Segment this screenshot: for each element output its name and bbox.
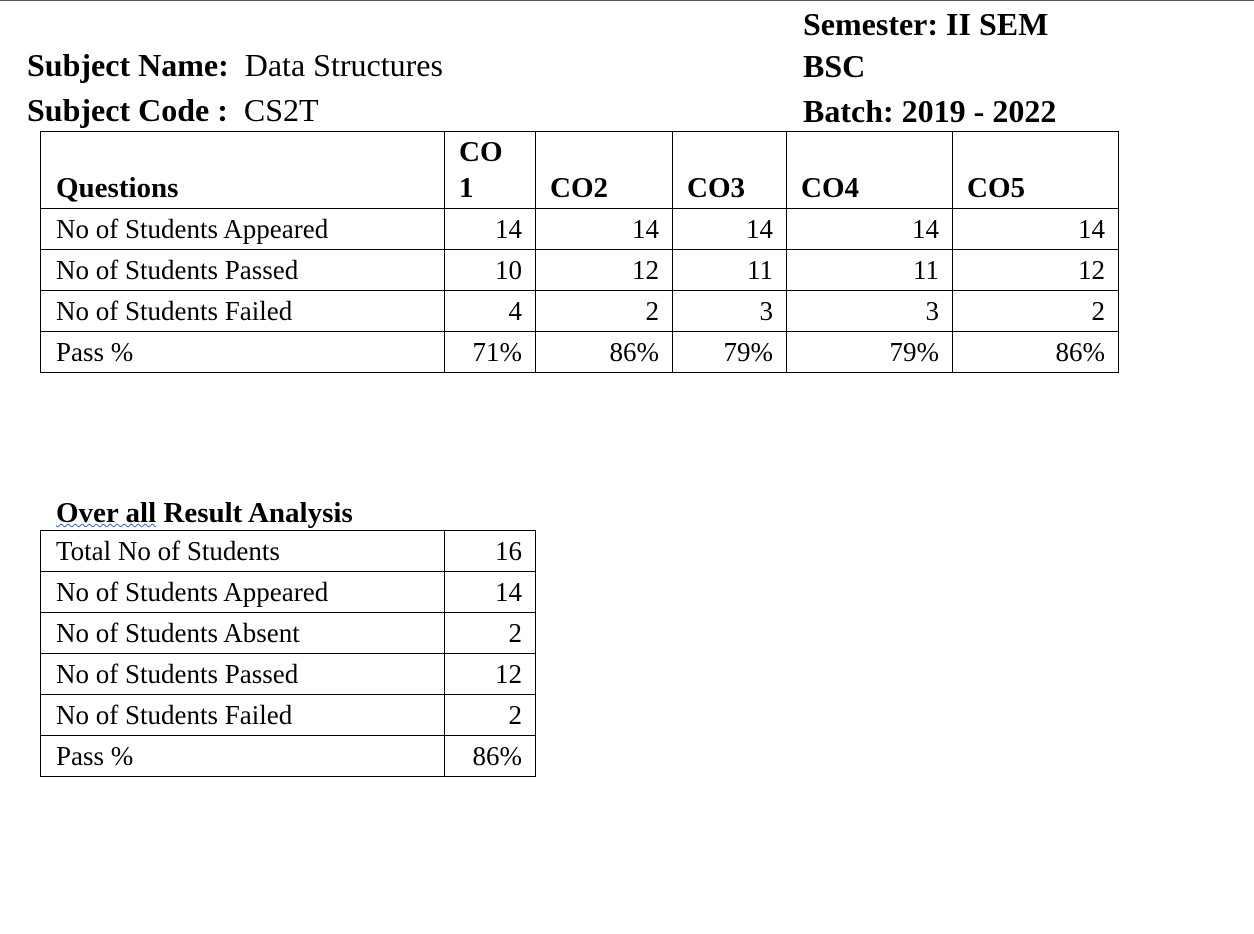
cell-value: 14 [445, 209, 536, 250]
table-row [41, 332, 1119, 373]
cell-value: 14 [445, 572, 536, 613]
top-border-line [0, 0, 1254, 1]
cell-value: 4 [445, 291, 536, 332]
cell-value: 2 [445, 695, 536, 736]
cell-value: 14 [953, 209, 1119, 250]
row-label: Total No of Students [41, 531, 445, 572]
program-label: BSC [803, 48, 866, 84]
row-label: Pass % [41, 736, 445, 777]
co-results-table [40, 131, 1119, 373]
row-label: No of Students Absent [41, 613, 445, 654]
cell-value: 16 [445, 531, 536, 572]
table-row [41, 291, 1119, 332]
table-row [41, 613, 536, 654]
co1-header-line2: 1 [459, 172, 474, 204]
cell-value: 3 [673, 291, 787, 332]
subject-code-value: CS2T [243, 92, 319, 128]
row-label: Pass % [41, 332, 445, 373]
cell-value: 14 [536, 209, 673, 250]
subject-code-label: Subject Code : [27, 92, 228, 128]
overall-analysis-title [56, 495, 353, 531]
row-label: No of Students Passed [41, 654, 445, 695]
table-row [41, 654, 536, 695]
table-row [41, 695, 536, 736]
overall-results-table [40, 530, 536, 777]
overall-title-part2: Result Analysis [156, 497, 353, 529]
table-row [41, 736, 536, 777]
cell-value: 12 [536, 250, 673, 291]
cell-value: 86% [536, 332, 673, 373]
cell-value: 2 [445, 613, 536, 654]
cell-value: 2 [953, 291, 1119, 332]
row-label: No of Students Failed [41, 695, 445, 736]
co2-header: CO2 [536, 132, 673, 209]
cell-value: 79% [787, 332, 953, 373]
cell-value: 11 [787, 250, 953, 291]
co4-header: CO4 [787, 132, 953, 209]
cell-value: 10 [445, 250, 536, 291]
row-label: No of Students Failed [41, 291, 445, 332]
subject-name-label: Subject Name: [27, 47, 229, 83]
row-label: No of Students Passed [41, 250, 445, 291]
row-label: No of Students Appeared [41, 209, 445, 250]
subject-name-line [27, 46, 443, 84]
table-row [41, 572, 536, 613]
table-row [41, 250, 1119, 291]
cell-value: 12 [953, 250, 1119, 291]
subject-code-line [27, 91, 319, 129]
co1-header [445, 132, 536, 209]
cell-value: 86% [953, 332, 1119, 373]
co-table-header-row [41, 132, 1119, 209]
cell-value: 86% [445, 736, 536, 777]
batch-label: Batch: 2019 - 2022 [803, 93, 1057, 129]
subject-name-value: Data Structures [244, 47, 443, 83]
table-row [41, 531, 536, 572]
cell-value: 11 [673, 250, 787, 291]
semester-label: Semester: II SEM [803, 6, 1049, 42]
table-row [41, 209, 1119, 250]
cell-value: 79% [673, 332, 787, 373]
questions-header: Questions [41, 132, 445, 209]
co5-header: CO5 [953, 132, 1119, 209]
cell-value: 3 [787, 291, 953, 332]
co3-header: CO3 [673, 132, 787, 209]
cell-value: 12 [445, 654, 536, 695]
co1-header-line1: CO [459, 136, 503, 168]
row-label: No of Students Appeared [41, 572, 445, 613]
cell-value: 14 [787, 209, 953, 250]
overall-title-part1: Over all [56, 497, 157, 529]
cell-value: 14 [673, 209, 787, 250]
cell-value: 71% [445, 332, 536, 373]
cell-value: 2 [536, 291, 673, 332]
